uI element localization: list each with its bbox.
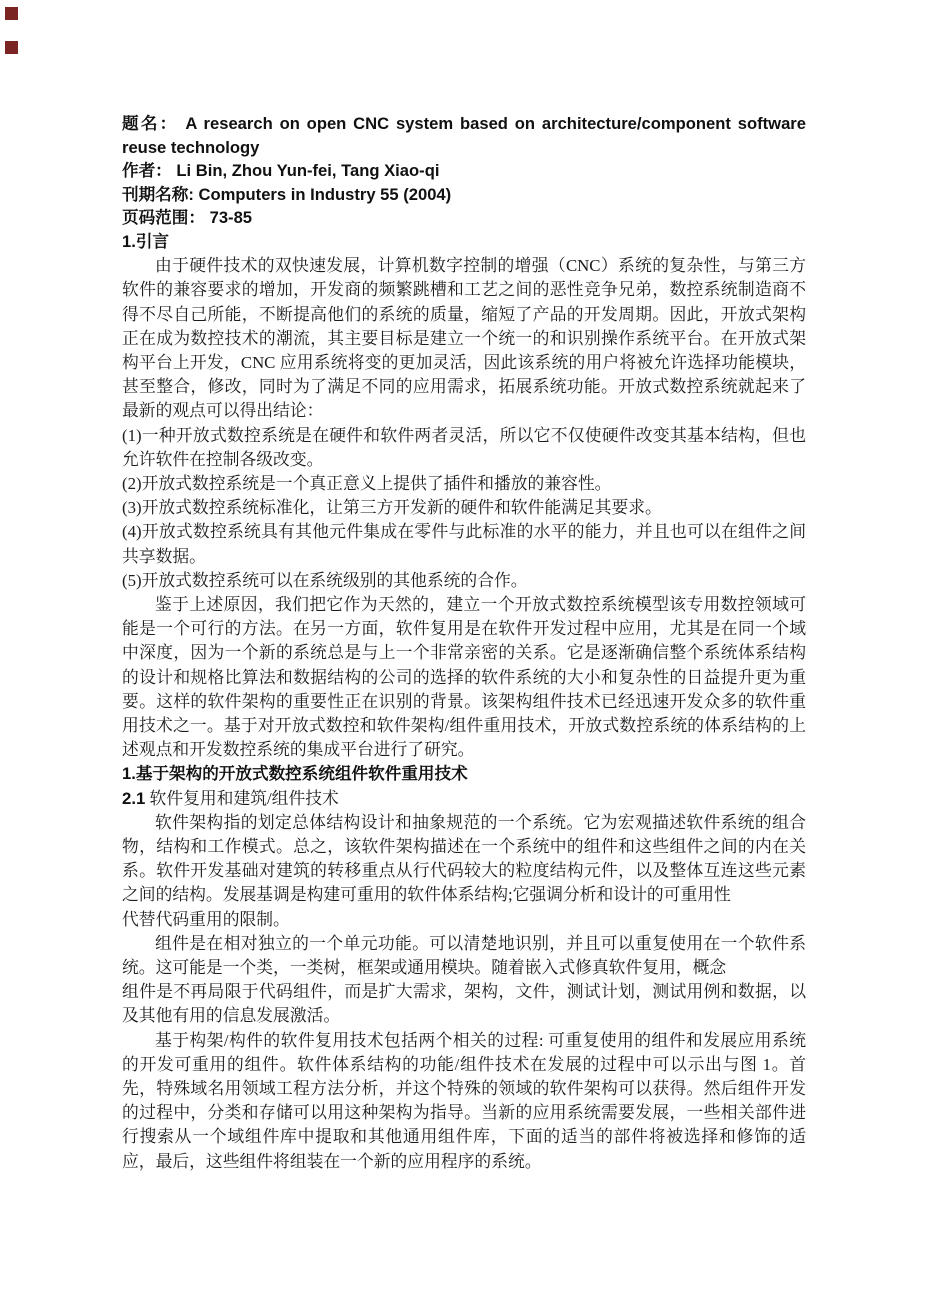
- doc-title-line: [122, 112, 806, 159]
- list-item-2: (2)开放式数控系统是一个真正意义上提供了插件和播放的兼容性。: [122, 474, 612, 493]
- doc-pages-label: 页码范围：: [122, 208, 205, 228]
- doc-authors-text: Li Bin, Zhou Yun-fei, Tang Xiao-qi: [176, 161, 440, 181]
- corner-marker-icon: [5, 7, 18, 20]
- sub-heading: [122, 787, 806, 811]
- sub-heading-number: 2.1: [122, 788, 146, 808]
- section-heading: 1.基于架构的开放式数控系统组件软件重用技术: [122, 764, 468, 784]
- list-item-3: (3)开放式数控系统标准化，让第三方开发新的硬件和软件能满足其要求。: [122, 498, 662, 518]
- list-item-5: (5)开放式数控系统可以在系统级别的其他系统的合作。: [122, 570, 528, 590]
- paragraph-reasons: 鉴于上述原因，我们把它作为天然的，建立一个开放式数控系统模型该专用数控领域可能是一个可行的方法。在另一方面，软件复用是在软件开发过程中应用，尤其是在同一个域中深度，因为一个新的系统总是与上一个非常亲密的关系。它是逐渐确信整个系统体系结构的设计和规格比算法和数据结构的公司的选择的软件系统的大小和复杂性的日益提升更为重要。这样的软件架构的重要性正在识别的背景。该架构组件技术已经迅速开发众多的软件重用技术之一。基于对开放式数控和软件架构/组件重用技术，开放式数控系统的体系结构的上述观点和开发数控系统的集成平台进行了研究。: [122, 595, 806, 760]
- paragraph-intro: 由于硬件技术的双快速发展，计算机数字控制的增强（CNC）系统的复杂性，与第三方软件的兼容要求的增加，开发商的频繁跳槽和工艺之间的恶性竞争兄弟，数控系统制造商不得不尽自己所能，不断提高他们的系统的质量，缩短了产品的开发周期。因此，开放式架构正在成为数控技术的潮流，其主要目标是建立一个统一的和识别操作系统平台。在开放式架构平台上开发，CNC 应用系统将变的更加灵活，因此该系统的用户将被允许选择功能模块，甚至整合，修改，同时为了满足不同的应用需求，拓展系统功能。开放式数控系统就起来了最新的观点可以得出结论：: [122, 256, 806, 421]
- doc-journal-line: [122, 183, 806, 207]
- document-body: [122, 112, 806, 1174]
- list-item-4: (4)开放式数控系统具有其他元件集成在零件与此标准的水平的能力，并且也可以在组件之间共享数据。: [122, 522, 806, 566]
- doc-pages-text: 73-85: [209, 208, 253, 228]
- doc-title-text: A research on open CNC system based on architecture/component software reuse technology: [122, 114, 806, 157]
- doc-journal-text: Computers in Industry 55 (2004): [198, 184, 452, 204]
- doc-authors-line: [122, 159, 806, 183]
- paragraph-architecture-part2: 代替代码重用的限制。: [122, 909, 290, 929]
- doc-pages-line: [122, 206, 806, 230]
- paragraph-architecture: [122, 811, 806, 932]
- doc-authors-label: 作者：: [122, 161, 172, 181]
- list-item-1: (1)一种开放式数控系统是在硬件和软件两者灵活，所以它不仅使硬件改变其基本结构，但也允许软件在控制各级改变。: [122, 425, 806, 469]
- paragraph-component-part1: 组件是在相对独立的一个单元功能。可以清楚地识别，并且可以重复使用在一个软件系统。这可能是一个类，一类树，框架或通用模块。随着嵌入式修真软件复用，概念: [122, 933, 806, 978]
- doc-title-label: 题名：: [122, 114, 179, 133]
- paragraph-component: [122, 932, 806, 1029]
- corner-marker-icon: [5, 41, 18, 54]
- doc-journal-label: 刊期名称:: [122, 184, 194, 204]
- paragraph-reuse-process: 基于构架/构件的软件复用技术包括两个相关的过程: 可重复使用的组件和发展应用系统的开发可重用的组件。软件体系结构的功能/组件技术在发展的过程中可以示出与图 1。首先，特殊域名用领域工程方法分析，并这个特殊的领域的软件架构可以获得。然后组件开发的过程中，分类和存储可以用这种架构为指导。当新的应用系统需要发展，一些相关部件进行搜索从一个域组件库中提取和其他通用组件库，下面的适当的部件将被选择和修饰的适应，最后，这些组件将组装在一个新的应用程序的系统。: [122, 1030, 806, 1171]
- intro-heading: 1.引言: [122, 231, 170, 251]
- sub-heading-text: 软件复用和建筑/组件技术: [145, 788, 339, 808]
- paragraph-component-part2: 组件是不再局限于代码组件，而是扩大需求，架构，文件，测试计划，测试用例和数据，以及其他有用的信息发展激活。: [122, 982, 806, 1026]
- paragraph-architecture-part1: 软件架构指的划定总体结构设计和抽象规范的一个系统。它为宏观描述软件系统的组合物，结构和工作模式。总之，该软件架构描述在一个系统中的组件和这些组件之间的内在关系。软件开发基础对建筑的转移重点从行代码较大的粒度结构元件，以及整体互连这些元素之间的结构。发展基调是构建可重用的软件体系结构;它强调分析和设计的可重用性: [122, 812, 806, 905]
